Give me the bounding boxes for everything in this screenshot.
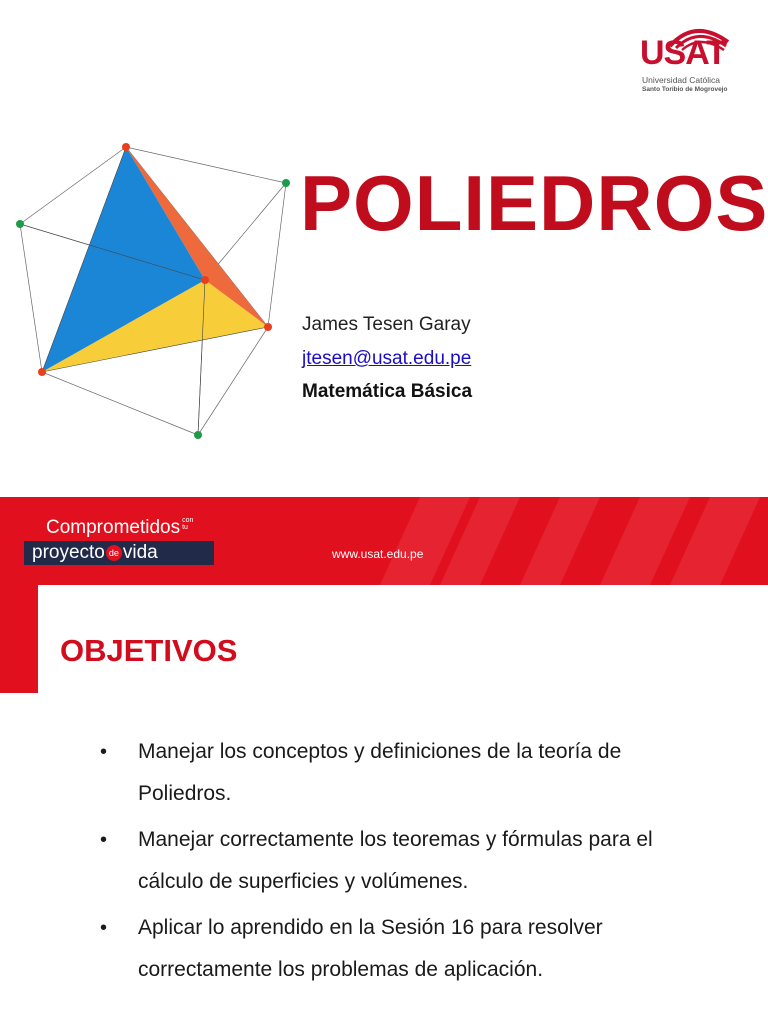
vertex-green — [282, 179, 290, 187]
title-accent-bar — [0, 585, 38, 693]
objective-text: Aplicar lo aprendido en la Sesión 16 para resolver correctamente los problemas de aplicación. — [138, 916, 603, 981]
logo-university-subtitle: Santo Toribio de Mogrovejo — [642, 86, 728, 93]
objectives-slide — [0, 585, 768, 1024]
slogan-de-badge: de — [106, 545, 122, 561]
slogan-line-1 — [46, 517, 193, 539]
vertex-red — [201, 276, 209, 284]
bullet-icon: • — [100, 917, 108, 939]
objectives-list — [100, 731, 660, 995]
slogan-line-2 — [32, 542, 158, 564]
author-email-link[interactable]: jtesen@usat.edu.pe — [302, 348, 472, 369]
slogan-vida: vida — [122, 542, 158, 563]
slide-footer — [0, 497, 768, 585]
objectives-title: OBJETIVOS — [60, 633, 238, 668]
slogan-proyecto: proyecto — [32, 542, 105, 563]
slogan-comprometidos: Comprometidos — [46, 517, 181, 538]
bullet-icon: • — [100, 829, 108, 851]
bullet-icon: • — [100, 741, 108, 763]
list-item — [100, 907, 660, 991]
vertex-green — [16, 220, 24, 228]
slogan-con-tu: con tu — [182, 517, 194, 531]
logo-university-name: Universidad Católica — [642, 75, 720, 85]
vertex-red — [38, 368, 46, 376]
website-link[interactable]: www.usat.edu.pe — [332, 547, 424, 561]
vertex-green — [194, 431, 202, 439]
logo-brand: USAT — [640, 34, 727, 72]
slide-title: POLIEDROS — [300, 159, 768, 247]
list-item — [100, 819, 660, 903]
objective-text: Manejar correctamente los teoremas y fórmulas para el cálculo de superficies y volúmenes. — [138, 828, 653, 893]
usat-logo — [640, 20, 740, 98]
tetrahedron-in-cube-figure — [0, 130, 300, 450]
objective-text: Manejar los conceptos y definiciones de la teoría de Poliedros. — [138, 740, 622, 805]
vertex-red — [264, 323, 272, 331]
course-name: Matemática Básica — [302, 381, 473, 402]
author-name: James Tesen Garay — [302, 314, 471, 335]
list-item — [100, 731, 660, 815]
vertex-red — [122, 143, 130, 151]
